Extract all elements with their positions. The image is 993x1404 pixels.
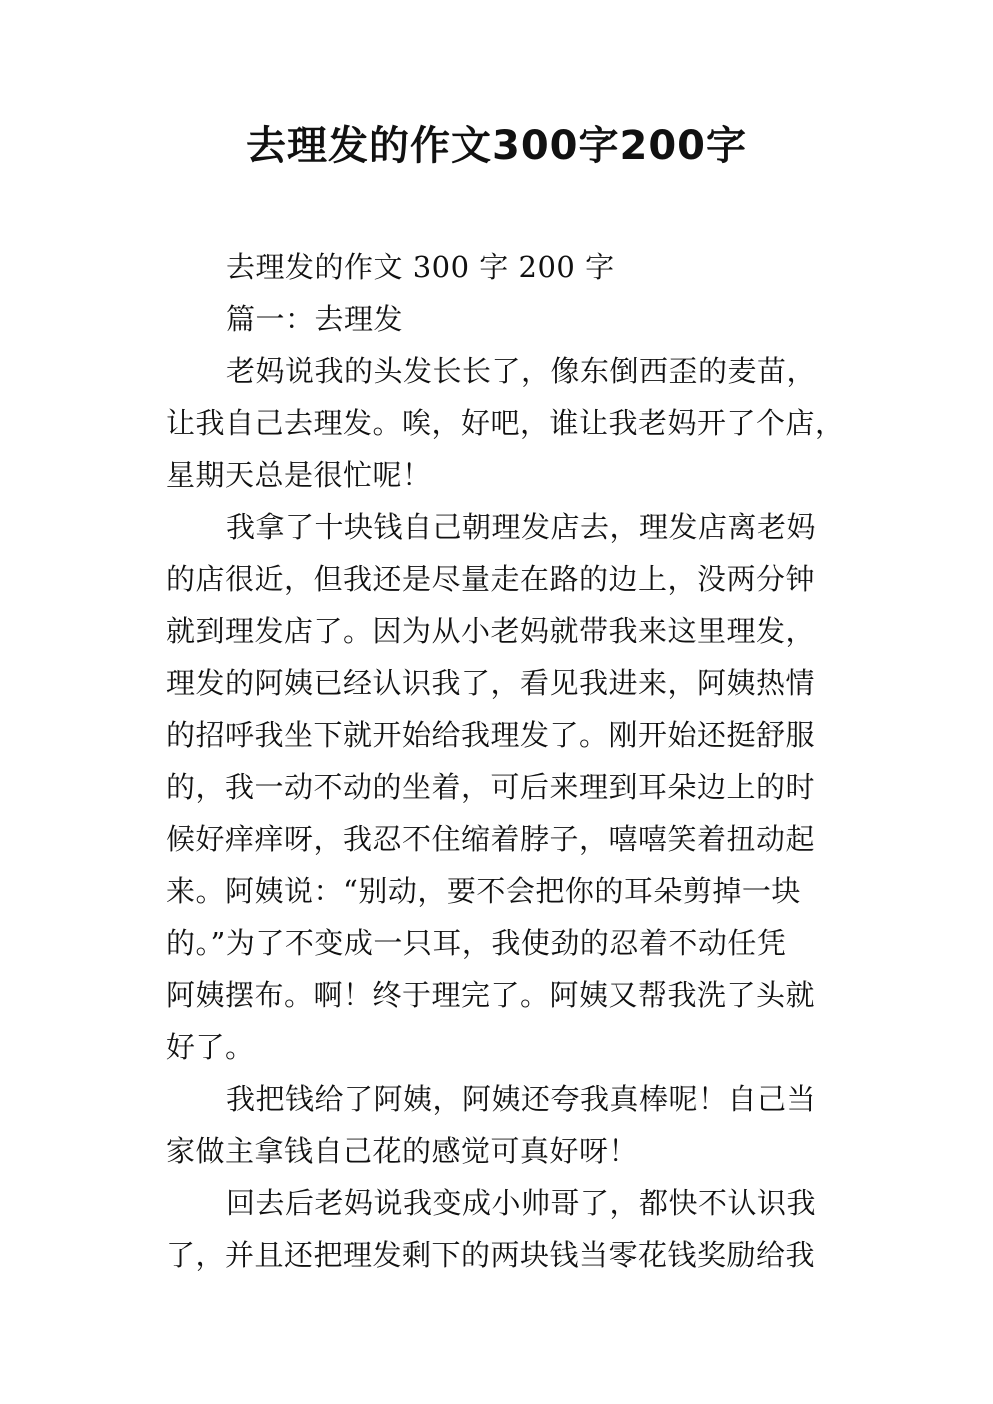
text-line: 老妈说我的头发长长了，像东倒西歪的麦苗， (226, 354, 817, 388)
text-line: 去理发的作文 300 字 200 字 (226, 250, 615, 284)
text-line: 好了。 (166, 1030, 255, 1064)
text-line: 让我自己去理发。唉，好吧，谁让我老妈开了个店， (166, 406, 845, 440)
paragraph-4 (166, 1177, 846, 1281)
text-line: 了，并且还把理发剩下的两块钱当零花钱奖励给我 (166, 1238, 816, 1272)
document-body (166, 241, 846, 1281)
text-line: 的，我一动不动的坐着，可后来理到耳朵边上的时 (166, 770, 816, 804)
text-line: 的。”为了不变成一只耳，我使劲的忍着不动任凭 (166, 926, 787, 960)
paragraph-2 (166, 501, 846, 1073)
paragraph-3 (166, 1073, 846, 1177)
text-line: 星期天总是很忙呢！ (166, 458, 432, 492)
paragraph-section-heading (166, 293, 846, 345)
text-line: 理发的阿姨已经认识我了，看见我进来，阿姨热情 (166, 666, 816, 700)
text-line: 我拿了十块钱自己朝理发店去，理发店离老妈 (226, 510, 817, 544)
paragraph-1 (166, 345, 846, 501)
text-line: 候好痒痒呀，我忍不住缩着脖子，嘻嘻笑着扭动起 (166, 822, 816, 856)
text-line: 的招呼我坐下就开始给我理发了。刚开始还挺舒服 (166, 718, 816, 752)
text-line: 回去后老妈说我变成小帅哥了，都快不认识我 (226, 1186, 817, 1220)
text-line: 家做主拿钱自己花的感觉可真好呀！ (166, 1134, 639, 1168)
text-line: 阿姨摆布。啊！终于理完了。阿姨又帮我洗了头就 (166, 978, 816, 1012)
text-line: 的店很近，但我还是尽量走在路的边上，没两分钟 (166, 562, 816, 596)
text-line: 就到理发店了。因为从小老妈就带我来这里理发， (166, 614, 816, 648)
paragraph-subtitle (166, 241, 846, 293)
text-line: 篇一：去理发 (226, 302, 404, 336)
text-line: 来。阿姨说：“别动，要不会把你的耳朵剪掉一块 (166, 874, 801, 908)
text-line: 我把钱给了阿姨，阿姨还夸我真棒呢！自己当 (226, 1082, 817, 1116)
document-title: 去理发的作文300字200字 (246, 123, 747, 169)
